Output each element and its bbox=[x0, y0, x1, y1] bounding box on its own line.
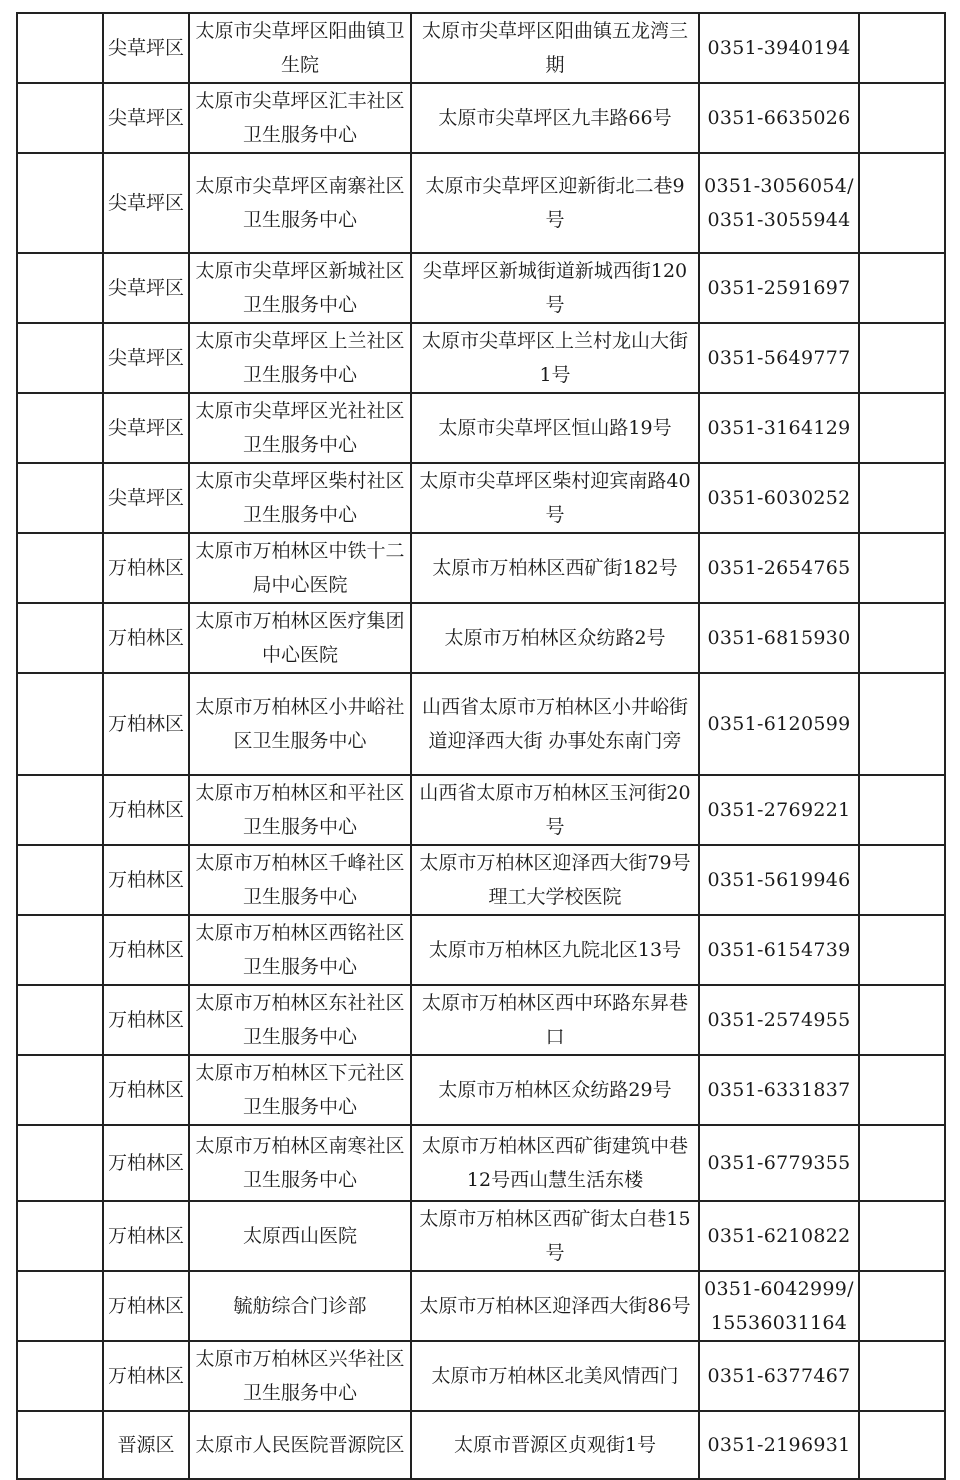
district-cell: 尖草坪区 bbox=[103, 323, 189, 393]
institution-name-cell: 太原市尖草坪区上兰社区卫生服务中心 bbox=[189, 323, 411, 393]
institution-name-cell: 太原市万柏林区南寒社区卫生服务中心 bbox=[189, 1125, 411, 1201]
address-cell: 太原市万柏林区西矿街182号 bbox=[411, 533, 699, 603]
table-row bbox=[17, 253, 945, 323]
district-cell: 万柏林区 bbox=[103, 1341, 189, 1411]
institution-name-cell: 太原西山医院 bbox=[189, 1201, 411, 1271]
blank-right-cell bbox=[859, 13, 945, 83]
phone-cell: 0351-6815930 bbox=[699, 603, 859, 673]
district-cell: 万柏林区 bbox=[103, 1055, 189, 1125]
blank-right-cell bbox=[859, 673, 945, 775]
table-row bbox=[17, 1341, 945, 1411]
district-cell: 万柏林区 bbox=[103, 1125, 189, 1201]
institution-name-cell: 太原市人民医院晋源院区 bbox=[189, 1411, 411, 1479]
address-cell: 太原市万柏林区众纺路2号 bbox=[411, 603, 699, 673]
phone-cell: 0351-3056054/0351-3055944 bbox=[699, 153, 859, 253]
blank-right-cell bbox=[859, 1411, 945, 1479]
blank-right-cell bbox=[859, 845, 945, 915]
blank-right-cell bbox=[859, 533, 945, 603]
table-row bbox=[17, 463, 945, 533]
institution-name-cell: 太原市万柏林区和平社区卫生服务中心 bbox=[189, 775, 411, 845]
address-cell: 山西省太原市万柏林区小井峪街道迎泽西大街 办事处东南门旁 bbox=[411, 673, 699, 775]
district-cell: 万柏林区 bbox=[103, 603, 189, 673]
table-row bbox=[17, 673, 945, 775]
blank-left-cell bbox=[17, 323, 103, 393]
table-row bbox=[17, 83, 945, 153]
phone-cell: 0351-2196931 bbox=[699, 1411, 859, 1479]
address-cell: 太原市万柏林区九院北区13号 bbox=[411, 915, 699, 985]
address-cell: 太原市万柏林区迎泽西大街86号 bbox=[411, 1271, 699, 1341]
address-cell: 太原市尖草坪区柴村迎宾南路40号 bbox=[411, 463, 699, 533]
blank-right-cell bbox=[859, 603, 945, 673]
phone-cell: 0351-3164129 bbox=[699, 393, 859, 463]
blank-left-cell bbox=[17, 393, 103, 463]
district-cell: 万柏林区 bbox=[103, 1271, 189, 1341]
address-cell: 太原市尖草坪区阳曲镇五龙湾三期 bbox=[411, 13, 699, 83]
blank-right-cell bbox=[859, 253, 945, 323]
blank-left-cell bbox=[17, 985, 103, 1055]
table-row bbox=[17, 845, 945, 915]
phone-cell: 0351-2591697 bbox=[699, 253, 859, 323]
blank-left-cell bbox=[17, 603, 103, 673]
table-row bbox=[17, 533, 945, 603]
institution-name-cell: 太原市万柏林区中铁十二局中心医院 bbox=[189, 533, 411, 603]
phone-cell: 0351-6635026 bbox=[699, 83, 859, 153]
blank-left-cell bbox=[17, 153, 103, 253]
blank-left-cell bbox=[17, 1201, 103, 1271]
district-cell: 晋源区 bbox=[103, 1411, 189, 1479]
blank-left-cell bbox=[17, 845, 103, 915]
phone-cell: 0351-2769221 bbox=[699, 775, 859, 845]
blank-right-cell bbox=[859, 323, 945, 393]
blank-right-cell bbox=[859, 1271, 945, 1341]
address-cell: 太原市万柏林区众纺路29号 bbox=[411, 1055, 699, 1125]
table-row bbox=[17, 1271, 945, 1341]
institution-name-cell: 太原市万柏林区小井峪社区卫生服务中心 bbox=[189, 673, 411, 775]
blank-left-cell bbox=[17, 1055, 103, 1125]
district-cell: 尖草坪区 bbox=[103, 83, 189, 153]
blank-right-cell bbox=[859, 775, 945, 845]
phone-cell: 0351-3940194 bbox=[699, 13, 859, 83]
institution-name-cell: 太原市万柏林区西铭社区卫生服务中心 bbox=[189, 915, 411, 985]
table-row bbox=[17, 1055, 945, 1125]
phone-cell: 0351-6154739 bbox=[699, 915, 859, 985]
address-cell: 太原市万柏林区西矿街太白巷15号 bbox=[411, 1201, 699, 1271]
district-cell: 万柏林区 bbox=[103, 673, 189, 775]
address-cell: 太原市晋源区贞观街1号 bbox=[411, 1411, 699, 1479]
table-row bbox=[17, 985, 945, 1055]
table-row bbox=[17, 915, 945, 985]
institution-name-cell: 太原市万柏林区医疗集团中心医院 bbox=[189, 603, 411, 673]
district-cell: 尖草坪区 bbox=[103, 393, 189, 463]
blank-left-cell bbox=[17, 13, 103, 83]
district-cell: 万柏林区 bbox=[103, 533, 189, 603]
blank-left-cell bbox=[17, 463, 103, 533]
address-cell: 太原市万柏林区西中环路东昇巷口 bbox=[411, 985, 699, 1055]
blank-right-cell bbox=[859, 985, 945, 1055]
phone-cell: 0351-6120599 bbox=[699, 673, 859, 775]
phone-cell: 0351-5649777 bbox=[699, 323, 859, 393]
table-row bbox=[17, 13, 945, 83]
district-cell: 万柏林区 bbox=[103, 775, 189, 845]
blank-left-cell bbox=[17, 1411, 103, 1479]
blank-right-cell bbox=[859, 153, 945, 253]
address-cell: 太原市万柏林区迎泽西大街79号理工大学校医院 bbox=[411, 845, 699, 915]
blank-left-cell bbox=[17, 673, 103, 775]
district-cell: 尖草坪区 bbox=[103, 463, 189, 533]
table-row bbox=[17, 1125, 945, 1201]
phone-cell: 0351-5619946 bbox=[699, 845, 859, 915]
address-cell: 太原市万柏林区北美风情西门 bbox=[411, 1341, 699, 1411]
table-row bbox=[17, 393, 945, 463]
table-row bbox=[17, 603, 945, 673]
hospital-table bbox=[16, 12, 946, 1480]
blank-right-cell bbox=[859, 83, 945, 153]
blank-left-cell bbox=[17, 915, 103, 985]
blank-right-cell bbox=[859, 915, 945, 985]
institution-name-cell: 毓舫综合门诊部 bbox=[189, 1271, 411, 1341]
district-cell: 万柏林区 bbox=[103, 1201, 189, 1271]
phone-cell: 0351-6331837 bbox=[699, 1055, 859, 1125]
blank-left-cell bbox=[17, 1341, 103, 1411]
district-cell: 万柏林区 bbox=[103, 985, 189, 1055]
address-cell: 太原市尖草坪区恒山路19号 bbox=[411, 393, 699, 463]
institution-name-cell: 太原市尖草坪区柴村社区卫生服务中心 bbox=[189, 463, 411, 533]
institution-name-cell: 太原市万柏林区下元社区卫生服务中心 bbox=[189, 1055, 411, 1125]
blank-left-cell bbox=[17, 83, 103, 153]
blank-left-cell bbox=[17, 1125, 103, 1201]
district-cell: 尖草坪区 bbox=[103, 153, 189, 253]
phone-cell: 0351-6779355 bbox=[699, 1125, 859, 1201]
institution-name-cell: 太原市尖草坪区新城社区卫生服务中心 bbox=[189, 253, 411, 323]
phone-cell: 0351-2574955 bbox=[699, 985, 859, 1055]
address-cell: 太原市尖草坪区上兰村龙山大街1号 bbox=[411, 323, 699, 393]
table-row bbox=[17, 323, 945, 393]
address-cell: 太原市万柏林区西矿街建筑中巷12号西山慧生活东楼 bbox=[411, 1125, 699, 1201]
blank-right-cell bbox=[859, 1341, 945, 1411]
institution-name-cell: 太原市万柏林区千峰社区卫生服务中心 bbox=[189, 845, 411, 915]
table-row bbox=[17, 1411, 945, 1479]
institution-name-cell: 太原市尖草坪区光社社区卫生服务中心 bbox=[189, 393, 411, 463]
table-row bbox=[17, 153, 945, 253]
phone-cell: 0351-6042999/15536031164 bbox=[699, 1271, 859, 1341]
institution-name-cell: 太原市尖草坪区南寨社区卫生服务中心 bbox=[189, 153, 411, 253]
table-row bbox=[17, 1201, 945, 1271]
institution-name-cell: 太原市尖草坪区阳曲镇卫生院 bbox=[189, 13, 411, 83]
blank-left-cell bbox=[17, 775, 103, 845]
blank-right-cell bbox=[859, 1055, 945, 1125]
phone-cell: 0351-6030252 bbox=[699, 463, 859, 533]
address-cell: 山西省太原市万柏林区玉河街20号 bbox=[411, 775, 699, 845]
blank-right-cell bbox=[859, 1201, 945, 1271]
address-cell: 尖草坪区新城街道新城西街120号 bbox=[411, 253, 699, 323]
address-cell: 太原市尖草坪区九丰路66号 bbox=[411, 83, 699, 153]
blank-right-cell bbox=[859, 463, 945, 533]
blank-right-cell bbox=[859, 1125, 945, 1201]
blank-left-cell bbox=[17, 1271, 103, 1341]
blank-left-cell bbox=[17, 253, 103, 323]
address-cell: 太原市尖草坪区迎新街北二巷9号 bbox=[411, 153, 699, 253]
table-body bbox=[17, 13, 945, 1479]
blank-right-cell bbox=[859, 393, 945, 463]
table-row bbox=[17, 775, 945, 845]
phone-cell: 0351-6210822 bbox=[699, 1201, 859, 1271]
phone-cell: 0351-2654765 bbox=[699, 533, 859, 603]
district-cell: 万柏林区 bbox=[103, 915, 189, 985]
district-cell: 尖草坪区 bbox=[103, 253, 189, 323]
institution-name-cell: 太原市万柏林区东社社区卫生服务中心 bbox=[189, 985, 411, 1055]
institution-name-cell: 太原市尖草坪区汇丰社区卫生服务中心 bbox=[189, 83, 411, 153]
district-cell: 尖草坪区 bbox=[103, 13, 189, 83]
blank-left-cell bbox=[17, 533, 103, 603]
phone-cell: 0351-6377467 bbox=[699, 1341, 859, 1411]
institution-name-cell: 太原市万柏林区兴华社区卫生服务中心 bbox=[189, 1341, 411, 1411]
district-cell: 万柏林区 bbox=[103, 845, 189, 915]
